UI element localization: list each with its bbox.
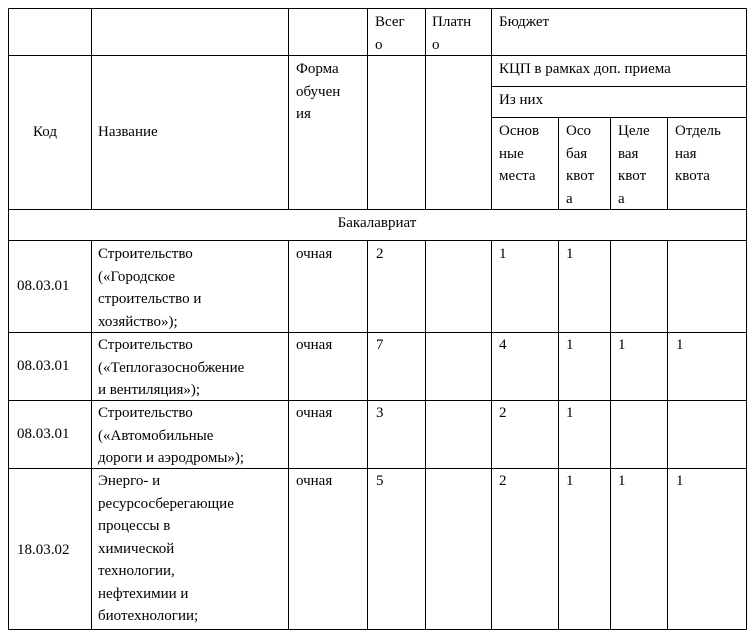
row-3-code: 08.03.01 [17,426,70,442]
row-4-form: очная [296,473,333,489]
header-of-them: Из них [499,92,544,108]
row-2-code: 08.03.01 [17,358,70,374]
row-4-total: 5 [376,473,384,489]
header-budget: Бюджет [499,14,550,30]
row-2-total: 7 [376,337,384,353]
row-2-special: 1 [566,337,574,353]
row-2-main: 4 [499,337,507,353]
row-3-name: Строительство («Автомобильные дороги и аэродромы»); [98,405,245,466]
row-1-special: 1 [566,246,574,262]
row-3-special: 1 [566,405,574,421]
row-4-name: Энерго- и ресурсосберегающие процессы в химической технологии, нефтехимии и биотехнологии; [98,473,234,624]
row-3-total: 3 [376,405,384,421]
header-paid: Платн о [432,14,472,53]
row-2-form: очная [296,337,333,353]
row-3-main: 2 [499,405,507,421]
header-form: Форма обучен ия [296,61,341,122]
section-label: Бакалавриат [337,215,417,231]
header-name: Название [98,124,158,140]
header-main-places: Основ ные места [499,123,540,184]
row-1-total: 2 [376,246,384,262]
row-4-separate: 1 [676,473,684,489]
header-code: Код [33,124,57,140]
row-1-form: очная [296,246,333,262]
row-4-target: 1 [618,473,626,489]
row-4-code: 18.03.02 [17,542,70,558]
header-special-quota: Осо бая квот а [566,123,595,207]
row-3-form: очная [296,405,333,421]
header-separate-quota: Отдель ная квота [675,123,721,184]
row-4-special: 1 [566,473,574,489]
header-kcp: КЦП в рамках доп. приема [499,61,671,77]
row-1-name: Строительство («Городское строительство и хозяйство»); [98,246,202,330]
row-4-main: 2 [499,473,507,489]
row-1-main: 1 [499,246,507,262]
row-2-name: Строительство («Теплогазоснобжение и вентиляция»); [98,337,245,398]
row-2-separate: 1 [676,337,684,353]
header-total: Всег о [375,14,405,53]
row-2-target: 1 [618,337,626,353]
header-target-quota: Целе вая квот а [618,123,650,207]
row-1-code: 08.03.01 [17,278,70,294]
